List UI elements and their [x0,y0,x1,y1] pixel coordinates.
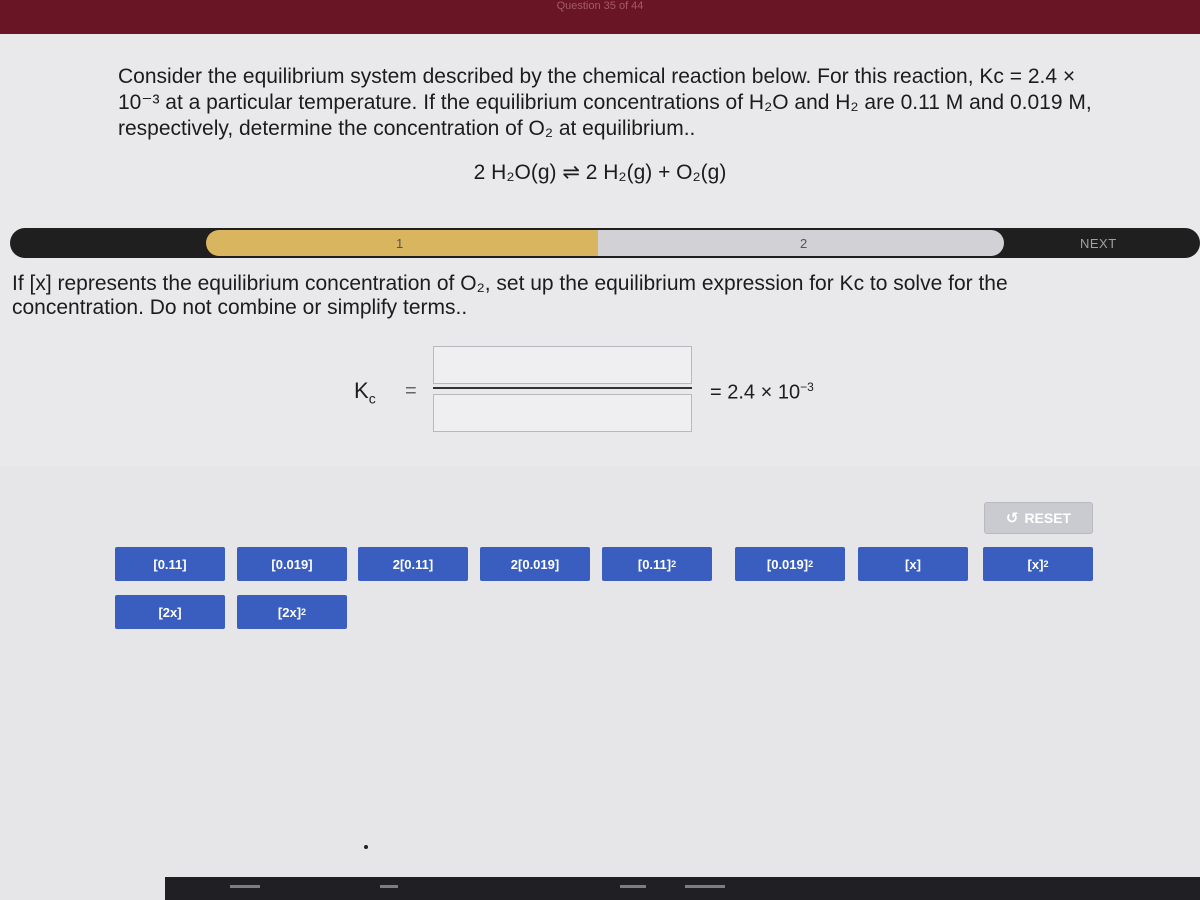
decorative-dot [364,845,368,849]
reset-label: RESET [1024,510,1072,526]
tile-label: [0.11] [153,556,187,572]
question-counter: Question 35 of 44 [556,0,644,12]
answer-tile[interactable] [983,547,1093,581]
answer-tile[interactable] [237,547,347,581]
answer-tile[interactable] [115,595,225,629]
answer-tile[interactable] [735,547,845,581]
tile-label: [x] [905,556,921,572]
bottom-strip [165,877,1200,900]
step-2-label: 2 [800,236,808,251]
top-bar [0,0,1200,34]
next-button[interactable]: NEXT [1080,236,1117,251]
tile-label: [0.11] [637,556,672,572]
reaction-equation: 2 H₂O(g) ⇌ 2 H₂(g) + O₂(g) [473,161,727,184]
reset-icon: ↺ [1005,510,1019,527]
step-1-label: 1 [396,236,404,251]
kc-value: = $2.4 \times 10^{-3}$ [710,380,814,404]
equals-sign: = [405,380,417,402]
tile-label: [2x] [158,604,182,620]
answer-tile[interactable] [858,547,968,581]
instruction-text: If [x] represents the equilibrium concentration of O₂, set up the equilibrium expression for Kc to solve for the concentration. Do not combine or simplify terms.. [12,272,1008,319]
answer-tile[interactable] [602,547,712,581]
tile-label: [2x] [277,604,302,620]
tile-label: 2[0.019] [510,556,560,572]
tile-exponent: 2 [808,559,814,569]
kc-label: $K_c$ [354,378,376,407]
tile-label: [0.019] [766,556,809,572]
answer-tile[interactable] [237,595,347,629]
tile-exponent: 2 [671,559,677,569]
tile-label: [0.019] [271,556,313,572]
tile-label: 2[0.11] [392,556,434,572]
tile-exponent: 2 [1043,559,1049,569]
question-text: Consider the equilibrium system described by the chemical reaction below. For this reaction, Kc = 2.4 × 10⁻³ at a particular temperature. If the equilibrium concentrations of H₂O and H₂ are 0.11 M and 0.019 M, respectively, determine the concentration of O₂ at equilibrium.. [118,65,1092,140]
tile-label: [x] [1027,556,1044,572]
answer-tile[interactable] [115,547,225,581]
answer-tile[interactable] [358,547,468,581]
denominator-drop-zone[interactable] [433,394,692,432]
tile-exponent: 2 [301,607,307,617]
answer-tile[interactable] [480,547,590,581]
fraction-bar [433,387,692,389]
reset-button[interactable] [984,502,1093,534]
numerator-drop-zone[interactable] [433,346,692,384]
